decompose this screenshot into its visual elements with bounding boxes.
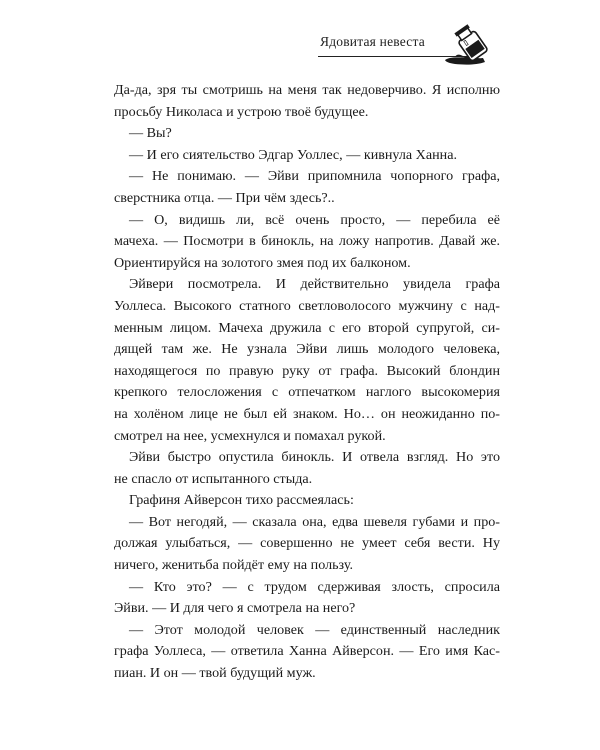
text-line: Эйви. — И для чего я смотрела на него? [114,600,356,617]
page-body-text [114,80,500,685]
text-line: не спасло от испытанного стыда. [114,470,313,487]
text-line: должая улыбаться, — совершенно не умеет себя вести. Ну [114,535,500,552]
text-line: — Кто это? — с трудом сдерживая злость, спросила [129,578,500,595]
text-line: — Не понимаю. — Эйви припомнила чопорного графа, [129,168,500,185]
running-header [0,0,600,80]
text-line: — Вот негодяй, — сказала она, едва шевеля губами и про- [129,513,500,530]
text-line: на холёном лице не был ей знаком. Но… он неожиданно по- [114,405,500,422]
text-line: — О, видишь ли, всё очень просто, — перебила её [129,211,500,228]
text-line: — Этот молодой человек — единственный наследник [129,621,500,638]
text-line: Уоллеса. Высокого статного светловолосого мужчину с над- [114,297,500,314]
text-line: мачеха. — Посмотри в бинокль, на ложу напротив. Давай же. [114,233,500,250]
text-line: ничего, женитьба пойдёт ему на пользу. [114,557,353,574]
text-line: графа Уоллеса, — ответила Ханна Айверсон. — Его имя Кас- [114,643,500,660]
text-line: смотрел на нее, усмехнулся и помахал рукой. [114,427,386,444]
text-line: Графиня Айверсон тихо рассмеялась: [129,492,354,509]
spilled-ink-bottle-icon [443,22,493,68]
text-line: — Вы? [129,125,172,142]
text-line: крепкого телосложения с отпечатком наглого высокомерия [114,384,500,401]
text-line: просьбу Николаса и устрою твоё будущее. [114,103,369,120]
text-line: пиан. И он — твой будущий муж. [114,665,316,682]
text-line: находящегося по правую руку от графа. Высокий блондин [114,362,500,379]
text-line: — И его сиятельство Эдгар Уоллес, — кивнула Ханна. [129,146,457,163]
text-line: сверстника отца. — При чём здесь?.. [114,189,335,206]
text-line: дящей там же. Не узнала Эйви лишь молодого человека, [114,341,500,358]
text-line: менным лицом. Мачеха дружила с его второй супругой, си- [114,319,500,336]
text-line: Ориентируйся на золотого змея под их балконом. [114,254,411,271]
text-line: Эйви быстро опустила бинокль. И отвела взгляд. Но это [129,449,500,466]
running-title: Ядовитая невеста [320,34,425,49]
text-line: Эйвери посмотрела. И действительно увидела графа [129,276,500,293]
text-line: Да-да, зря ты смотришь на меня так недоверчиво. Я исполню [114,82,500,98]
